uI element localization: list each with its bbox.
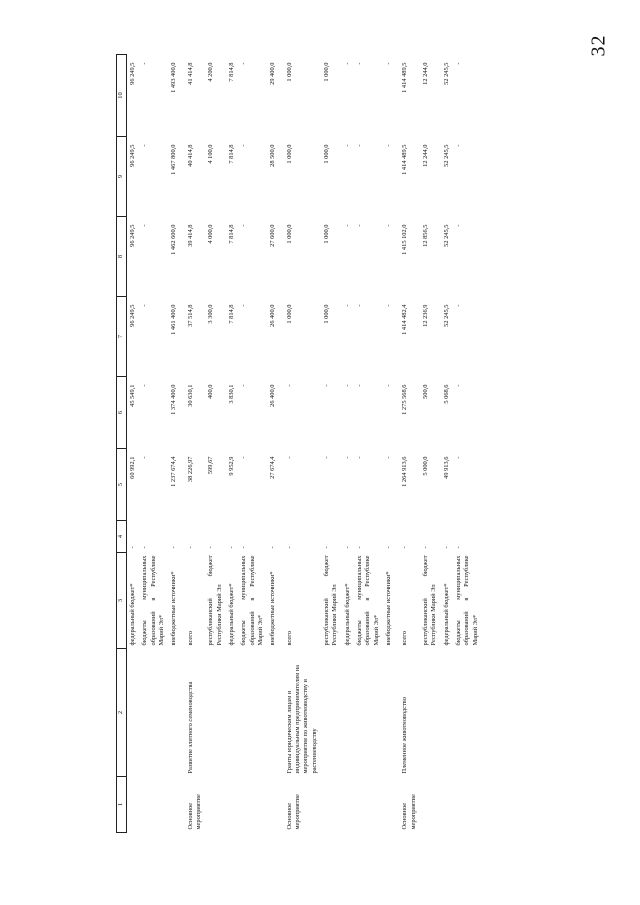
cell-amount: - [384, 224, 392, 227]
cell-amount: 1 000,0 [322, 224, 330, 244]
cell-amount: - [355, 456, 363, 459]
column-header: 2 [117, 649, 127, 777]
table-body [127, 55, 482, 833]
rotated-table-container [116, 55, 623, 833]
cell-col4: - [129, 546, 136, 549]
cell-amount: - [384, 62, 392, 65]
cell-funding-source: федеральный бюджет* [343, 583, 351, 646]
cell-amount: 26 400,0 [269, 384, 277, 407]
cell-event-type [168, 777, 180, 833]
column-header: 3 [117, 553, 127, 649]
cell-amount: - [141, 62, 149, 65]
cell-event-type: Основное мероприятие [285, 794, 301, 830]
cell-amount: - [141, 304, 149, 307]
cell-amount: 1 415 102,0 [401, 224, 409, 255]
cell-amount: 7 814,8 [227, 144, 235, 164]
cell-event-name [342, 649, 354, 777]
cell-event-name [321, 649, 342, 777]
cell-amount: 39 414,8 [186, 224, 194, 247]
cell-event-name [441, 649, 453, 777]
cell-col4: - [401, 546, 409, 549]
cell-event-name: Племенное животноводство [401, 697, 409, 774]
cell-amount: 1 000,0 [285, 224, 293, 244]
table-row [139, 55, 168, 833]
cell-amount: - [343, 144, 351, 147]
cell-amount: - [240, 304, 248, 307]
cell-event-type [441, 777, 453, 833]
cell-event-name: Развитие элитного семеноводства [186, 681, 194, 774]
cell-event-type [453, 777, 482, 833]
cell-event-type [420, 777, 441, 833]
cell-amount: 49 913,6 [442, 456, 450, 479]
cell-amount: - [343, 224, 351, 227]
cell-amount: 12 244,0 [421, 144, 429, 167]
cell-col4: - [207, 546, 215, 549]
cell-funding-source: республиканский бюджет Республики Марий Эл [207, 555, 223, 646]
cell-event-name [168, 649, 180, 777]
cell-funding-source: федеральный бюджет* [129, 583, 136, 646]
cell-amount: - [454, 456, 462, 459]
table-row [267, 55, 279, 833]
cell-amount: - [343, 304, 351, 307]
cell-event-name [420, 649, 441, 777]
cell-amount: - [384, 304, 392, 307]
cell-amount: 599,67 [207, 456, 215, 475]
funding-table [116, 54, 482, 833]
cell-amount: 1 414 482,4 [401, 304, 409, 335]
cell-amount: - [240, 456, 248, 459]
column-header: 7 [117, 297, 127, 377]
cell-event-name [205, 649, 226, 777]
cell-amount: 1 414 489,5 [401, 144, 409, 175]
cell-event-name [238, 649, 267, 777]
table-row [205, 55, 226, 833]
column-header: 6 [117, 377, 127, 449]
cell-funding-source: внебюджетные источники* [170, 571, 178, 646]
cell-event-name [127, 649, 140, 777]
cell-amount: 1 000,0 [285, 144, 293, 164]
cell-event-name [226, 649, 238, 777]
cell-amount: 7 814,8 [227, 224, 235, 244]
cell-col4: - [227, 546, 235, 549]
cell-amount: 1 000,0 [322, 144, 330, 164]
cell-amount: - [285, 384, 293, 387]
cell-col4: - [141, 546, 149, 549]
cell-event-type [321, 777, 342, 833]
cell-amount: 27 674,4 [269, 456, 277, 479]
cell-amount: 4 100,0 [207, 144, 215, 164]
cell-amount: - [454, 224, 462, 227]
header-row [117, 55, 127, 833]
cell-amount: 41 414,8 [186, 62, 194, 85]
cell-amount: 96 249,5 [129, 304, 136, 327]
cell-funding-source: республиканский бюджет Республики Марий Эл [322, 555, 339, 646]
cell-event-type: Основное мероприятие [401, 794, 417, 830]
cell-amount: 96 249,5 [129, 224, 136, 247]
cell-amount: 52 245,5 [442, 304, 450, 327]
table-row [321, 55, 342, 833]
cell-amount: 9 952,9 [227, 456, 235, 476]
cell-amount: - [322, 456, 330, 459]
cell-amount: 1 000,0 [322, 62, 330, 82]
cell-event-name [453, 649, 482, 777]
cell-amount: - [454, 384, 462, 387]
cell-event-type [139, 777, 168, 833]
cell-col4: - [186, 546, 194, 549]
cell-amount: 40 414,8 [186, 144, 194, 167]
cell-funding-source: всего [401, 631, 409, 646]
cell-amount: - [285, 456, 293, 459]
cell-funding-source: федеральный бюджет* [227, 583, 235, 646]
cell-amount: 4 200,0 [207, 62, 215, 82]
cell-amount: 12 236,9 [421, 304, 429, 327]
cell-amount: - [240, 62, 248, 65]
cell-col4: - [355, 546, 363, 549]
cell-event-name [354, 649, 383, 777]
cell-col4: - [170, 546, 178, 549]
column-header: 5 [117, 449, 127, 521]
cell-event-type [226, 777, 238, 833]
cell-event-name [383, 649, 395, 777]
table-row [342, 55, 354, 833]
cell-col4: - [343, 546, 351, 549]
cell-amount: - [454, 144, 462, 147]
table-row [238, 55, 267, 833]
cell-amount: 1 467 800,0 [170, 144, 178, 175]
table-row [127, 55, 140, 833]
cell-amount: 45 549,1 [129, 384, 136, 407]
cell-amount: 28 500,0 [269, 144, 277, 167]
table-row [395, 55, 420, 833]
cell-funding-source: республиканский бюджет Республики Марий Эл [421, 555, 438, 646]
cell-event-name [267, 649, 279, 777]
cell-amount: - [355, 384, 363, 387]
table-row [168, 55, 180, 833]
column-header: 9 [117, 137, 127, 217]
cell-amount: - [355, 304, 363, 307]
cell-amount: 1 000,0 [285, 62, 293, 82]
cell-amount: 1 000,0 [322, 304, 330, 324]
cell-amount: 30 630,1 [186, 384, 194, 407]
cell-amount: - [240, 144, 248, 147]
cell-amount: 3 830,1 [227, 384, 235, 404]
cell-amount: 500,0 [421, 384, 429, 399]
cell-amount: 12 856,5 [421, 224, 429, 247]
cell-amount: 7 814,8 [227, 62, 235, 82]
cell-amount: - [141, 224, 149, 227]
column-header: 8 [117, 217, 127, 297]
cell-event-type [205, 777, 226, 833]
cell-col4: - [442, 546, 450, 549]
cell-event-type [238, 777, 267, 833]
cell-amount: 7 814,8 [227, 304, 235, 324]
cell-amount: 29 400,0 [269, 62, 277, 85]
cell-amount: 1 493 400,0 [170, 62, 178, 93]
cell-amount: 1 462 600,0 [170, 224, 178, 255]
cell-col4: - [384, 546, 392, 549]
cell-funding-source: бюджеты муниципальных образований в Республике Марий Эл* [141, 555, 165, 646]
cell-amount: - [384, 456, 392, 459]
column-header: 4 [117, 521, 127, 553]
cell-event-type [342, 777, 354, 833]
cell-amount: 12 244,0 [421, 62, 429, 85]
cell-amount: - [141, 456, 149, 459]
cell-amount: 1 414 489,5 [401, 62, 409, 93]
cell-amount: 1 000,0 [285, 304, 293, 324]
cell-amount: 38 226,97 [186, 456, 194, 483]
table-row [420, 55, 441, 833]
cell-amount: 1 275 568,6 [401, 384, 409, 415]
cell-event-type [354, 777, 383, 833]
cell-event-type [383, 777, 395, 833]
cell-amount: 1 461 400,0 [170, 304, 178, 335]
cell-event-name [139, 649, 168, 777]
cell-amount: 52 245,5 [442, 224, 450, 247]
cell-amount: 52 245,5 [442, 62, 450, 85]
cell-funding-source: всего [186, 631, 194, 646]
cell-amount: - [384, 384, 392, 387]
cell-funding-source: бюджеты муниципальных образований в Республике Марий Эл* [454, 555, 479, 646]
table-row [280, 55, 321, 833]
cell-amount: - [240, 384, 248, 387]
cell-amount: - [355, 144, 363, 147]
cell-amount: - [343, 384, 351, 387]
cell-amount: 52 245,5 [442, 144, 450, 167]
table-row [181, 55, 206, 833]
cell-amount: 26 400,0 [269, 304, 277, 327]
table-row [441, 55, 453, 833]
cell-event-type [127, 777, 140, 833]
cell-amount: - [454, 62, 462, 65]
cell-amount: - [355, 224, 363, 227]
cell-amount: - [141, 384, 149, 387]
page-number: 32 [587, 34, 610, 57]
cell-amount: 1 264 913,6 [401, 456, 409, 487]
cell-amount: - [322, 384, 330, 387]
cell-col4: - [322, 546, 330, 549]
cell-amount: 27 600,0 [269, 224, 277, 247]
cell-amount: 3 300,0 [207, 304, 215, 324]
table-row [383, 55, 395, 833]
table-row [354, 55, 383, 833]
column-header: 10 [117, 55, 127, 137]
cell-amount: 37 514,8 [186, 304, 194, 327]
cell-event-type: Основное мероприятие [186, 794, 202, 830]
cell-amount: 96 249,5 [129, 144, 136, 167]
cell-funding-source: федеральный бюджет* [442, 583, 450, 646]
cell-funding-source: всего [285, 631, 293, 646]
cell-funding-source: бюджеты муниципальных образований в Республике Марий Эл* [240, 555, 264, 646]
table-row [453, 55, 482, 833]
cell-amount: 60 992,1 [129, 456, 136, 479]
cell-amount: 400,0 [207, 384, 215, 399]
cell-col4: - [285, 546, 293, 549]
cell-amount: - [343, 456, 351, 459]
cell-amount: - [240, 224, 248, 227]
cell-amount: 1 237 674,4 [170, 456, 178, 487]
cell-amount: 5 000,0 [421, 456, 429, 476]
cell-event-type [267, 777, 279, 833]
table-row [226, 55, 238, 833]
cell-amount: - [343, 62, 351, 65]
cell-amount: - [454, 304, 462, 307]
cell-funding-source: внебюджетные источники* [269, 571, 277, 646]
column-header: 1 [117, 777, 127, 833]
cell-amount: - [384, 144, 392, 147]
cell-amount: - [141, 144, 149, 147]
cell-amount: - [355, 62, 363, 65]
cell-amount: 5 068,6 [442, 384, 450, 404]
cell-amount: 96 249,5 [129, 62, 136, 85]
cell-col4: - [240, 546, 248, 549]
cell-event-name: Гранты юридическим лицам и индивидуальным предпринимателям на мероприятия по животноводству и растениеводству [285, 665, 318, 774]
cell-funding-source: внебюджетные источники* [384, 571, 392, 646]
cell-amount: 4 000,0 [207, 224, 215, 244]
cell-col4: - [454, 546, 462, 549]
cell-col4: - [269, 546, 277, 549]
cell-amount: 1 374 400,0 [170, 384, 178, 415]
cell-funding-source: бюджеты муниципальных образований в Республике Марий Эл* [355, 555, 380, 646]
cell-col4: - [421, 546, 429, 549]
